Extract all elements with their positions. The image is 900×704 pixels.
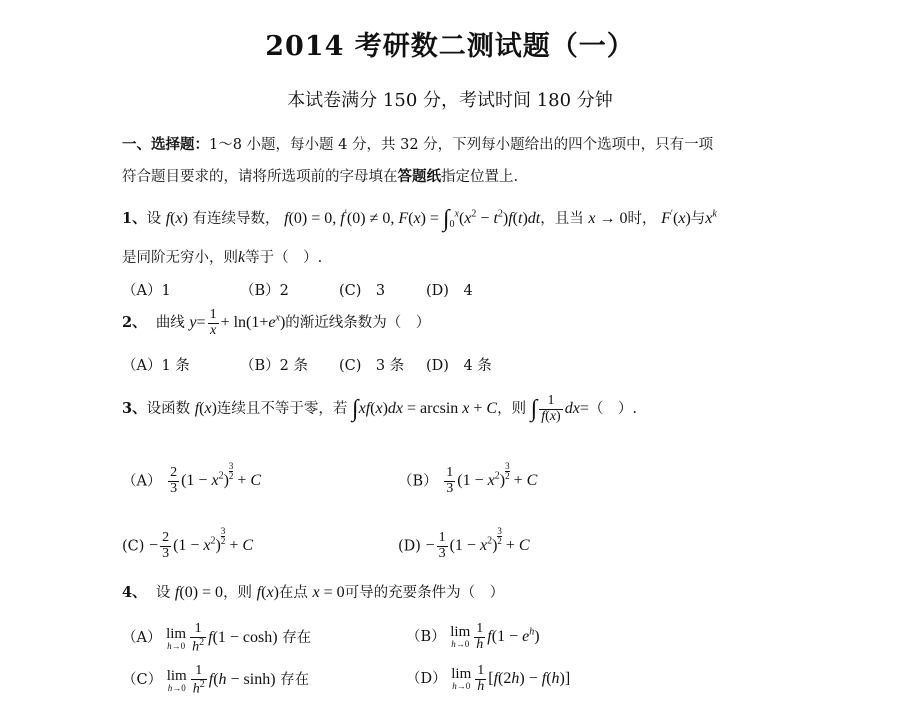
q4-math-f0: f(0) = 0 xyxy=(174,584,224,601)
question-4-option-a: （A） lim h→0 $\frac{1}{h^2}$ f(1 − cosh) 存在 xyxy=(122,621,312,655)
q1-math-fx: f(x) xyxy=(165,210,188,228)
question-3-option-b: （B） $\frac{1}{3}$ $(1 - x^2)$ $\frac{3}{2}$ + C xyxy=(398,461,538,497)
q4-math-fx: f(x) xyxy=(256,584,279,601)
q3-option-a-formula: $\frac{2}{3}$ $(1 - x^2)$ $\frac{3}{2}$ + C xyxy=(170,461,262,497)
section-intro-text: 1～8 小题，每小题 4 分，共 32 分，下列每小题给出的四个选项中，只有一项 xyxy=(209,137,714,153)
question-4-option-b: （B） lim h→0 $\frac{1}{h}$ $f(1 - e^h)$ xyxy=(406,621,540,652)
question-4-option-c: （C） lim h→0 $\frac{1}{h^2}$ f(h − sinh) 存在 xyxy=(122,663,310,697)
q1-math-conditions: f(0) = 0, f′(0) ≠ 0, $F(x) = \int_0^x(x^2 - t^2)f(t)dt$ xyxy=(284,206,541,232)
q1-math-limit: x → 0 xyxy=(588,210,628,228)
question-1-option-d: (D) 4 xyxy=(426,283,473,299)
question-3-line1: 3、设函数 f(x)连续且不等于零，若 ∫xf(x)dx = arcsin x + C，则 ∫ $\frac{1}{f(x)}$ dx=（ ）. xyxy=(122,393,637,424)
q3-math-integral: ∫xf(x)dx = arcsin x + C xyxy=(352,395,498,422)
question-3-option-a: （A） $\frac{2}{3}$ $(1 - x^2)$ $\frac{3}{2}$ + C xyxy=(122,461,262,497)
question-2-line1: 2、 曲线 y= $\frac{1}{x}$ + $\ln(1+e^x)$的渐近线条数为（ ） xyxy=(122,307,431,338)
question-2-option-d: (D) 4 条 xyxy=(426,358,492,374)
question-1-line1: 1、设 f(x) 有连续导数， f(0) = 0, f′(0) ≠ 0, $F(x) = \int_0^x(x^2 - t^2)f(t)dt$，且当 x → 0时， F′(x)与$x^k$ xyxy=(122,206,717,232)
q1-math-xk: $x^k$ xyxy=(705,208,717,228)
page-title: 2014 考研数二测试题（一） xyxy=(265,31,635,62)
question-3-number: 3、 xyxy=(122,399,147,417)
q4-option-c-formula: lim h→0 $\frac{1}{h^2}$ f(h − sinh) xyxy=(166,663,276,697)
page-subtitle: 本试卷满分 150 分，考试时间 180 分钟 xyxy=(287,90,613,111)
q3-option-b-formula: $\frac{1}{3}$ $(1 - x^2)$ $\frac{3}{2}$ + C xyxy=(446,461,538,497)
q1-math-k: k xyxy=(238,249,246,266)
section-heading: 一、选择题： xyxy=(122,137,209,153)
q4-math-x0: x = 0 xyxy=(312,584,345,601)
section-intro-line1 xyxy=(122,133,713,154)
q4-option-b-formula: lim h→0 $\frac{1}{h}$ $f(1 - e^h)$ xyxy=(450,621,540,652)
q3-option-d-formula: − $\frac{1}{3}$ $(1 - x^2)$ $\frac{3}{2}$ + C xyxy=(425,526,530,562)
section-intro-line2: 符合题目要求的，请将所选项前的字母填在答题纸指定位置上. xyxy=(122,169,519,185)
question-1-option-c: (C) 3 xyxy=(339,283,386,299)
q3-option-c-formula: − $\frac{2}{3}$ $(1 - x^2)$ $\frac{3}{2}$ + C xyxy=(149,526,254,562)
q2-math-curve: y= $\frac{1}{x}$ + $\ln(1+e^x)$ xyxy=(189,307,286,338)
question-1-line2: 是同阶无穷小，则k等于（ ）. xyxy=(122,249,323,266)
question-2-option-a: （A）1 条 xyxy=(122,358,190,374)
answer-sheet-emphasis: 答题纸 xyxy=(397,169,441,185)
q3-math-fx: f(x) xyxy=(194,399,217,417)
q3-math-target: ∫ $\frac{1}{f(x)}$ dx= xyxy=(530,393,589,424)
question-3-option-c: (C) − $\frac{2}{3}$ $(1 - x^2)$ $\frac{3}{2}$ + C xyxy=(122,526,254,562)
question-1-number: 1、 xyxy=(122,210,147,228)
question-4-line1: 4、 设 f(0) = 0，则 f(x)在点 x = 0可导的充要条件为（ ） xyxy=(122,584,505,601)
question-4-number: 4、 xyxy=(122,584,147,601)
question-3-option-d: (D) − $\frac{1}{3}$ $(1 - x^2)$ $\frac{3}{2}$ + C xyxy=(398,526,530,562)
question-4-option-d: （D） lim h→0 $\frac{1}{h}$ [f(2h) − f(h)] xyxy=(406,663,571,694)
question-1-option-a: （A）1 xyxy=(122,283,171,299)
question-2-option-b: （B）2 条 xyxy=(240,358,308,374)
question-1-option-b: （B）2 xyxy=(240,283,289,299)
q1-math-Fprime: F′(x) xyxy=(661,208,691,228)
question-2-option-c: (C) 3 条 xyxy=(339,358,405,374)
question-2-number: 2、 xyxy=(122,313,147,331)
q4-option-d-formula: lim h→0 $\frac{1}{h}$ [f(2h) − f(h)] xyxy=(451,663,571,694)
q4-option-a-formula: lim h→0 $\frac{1}{h^2}$ f(1 − cosh) xyxy=(166,621,278,655)
